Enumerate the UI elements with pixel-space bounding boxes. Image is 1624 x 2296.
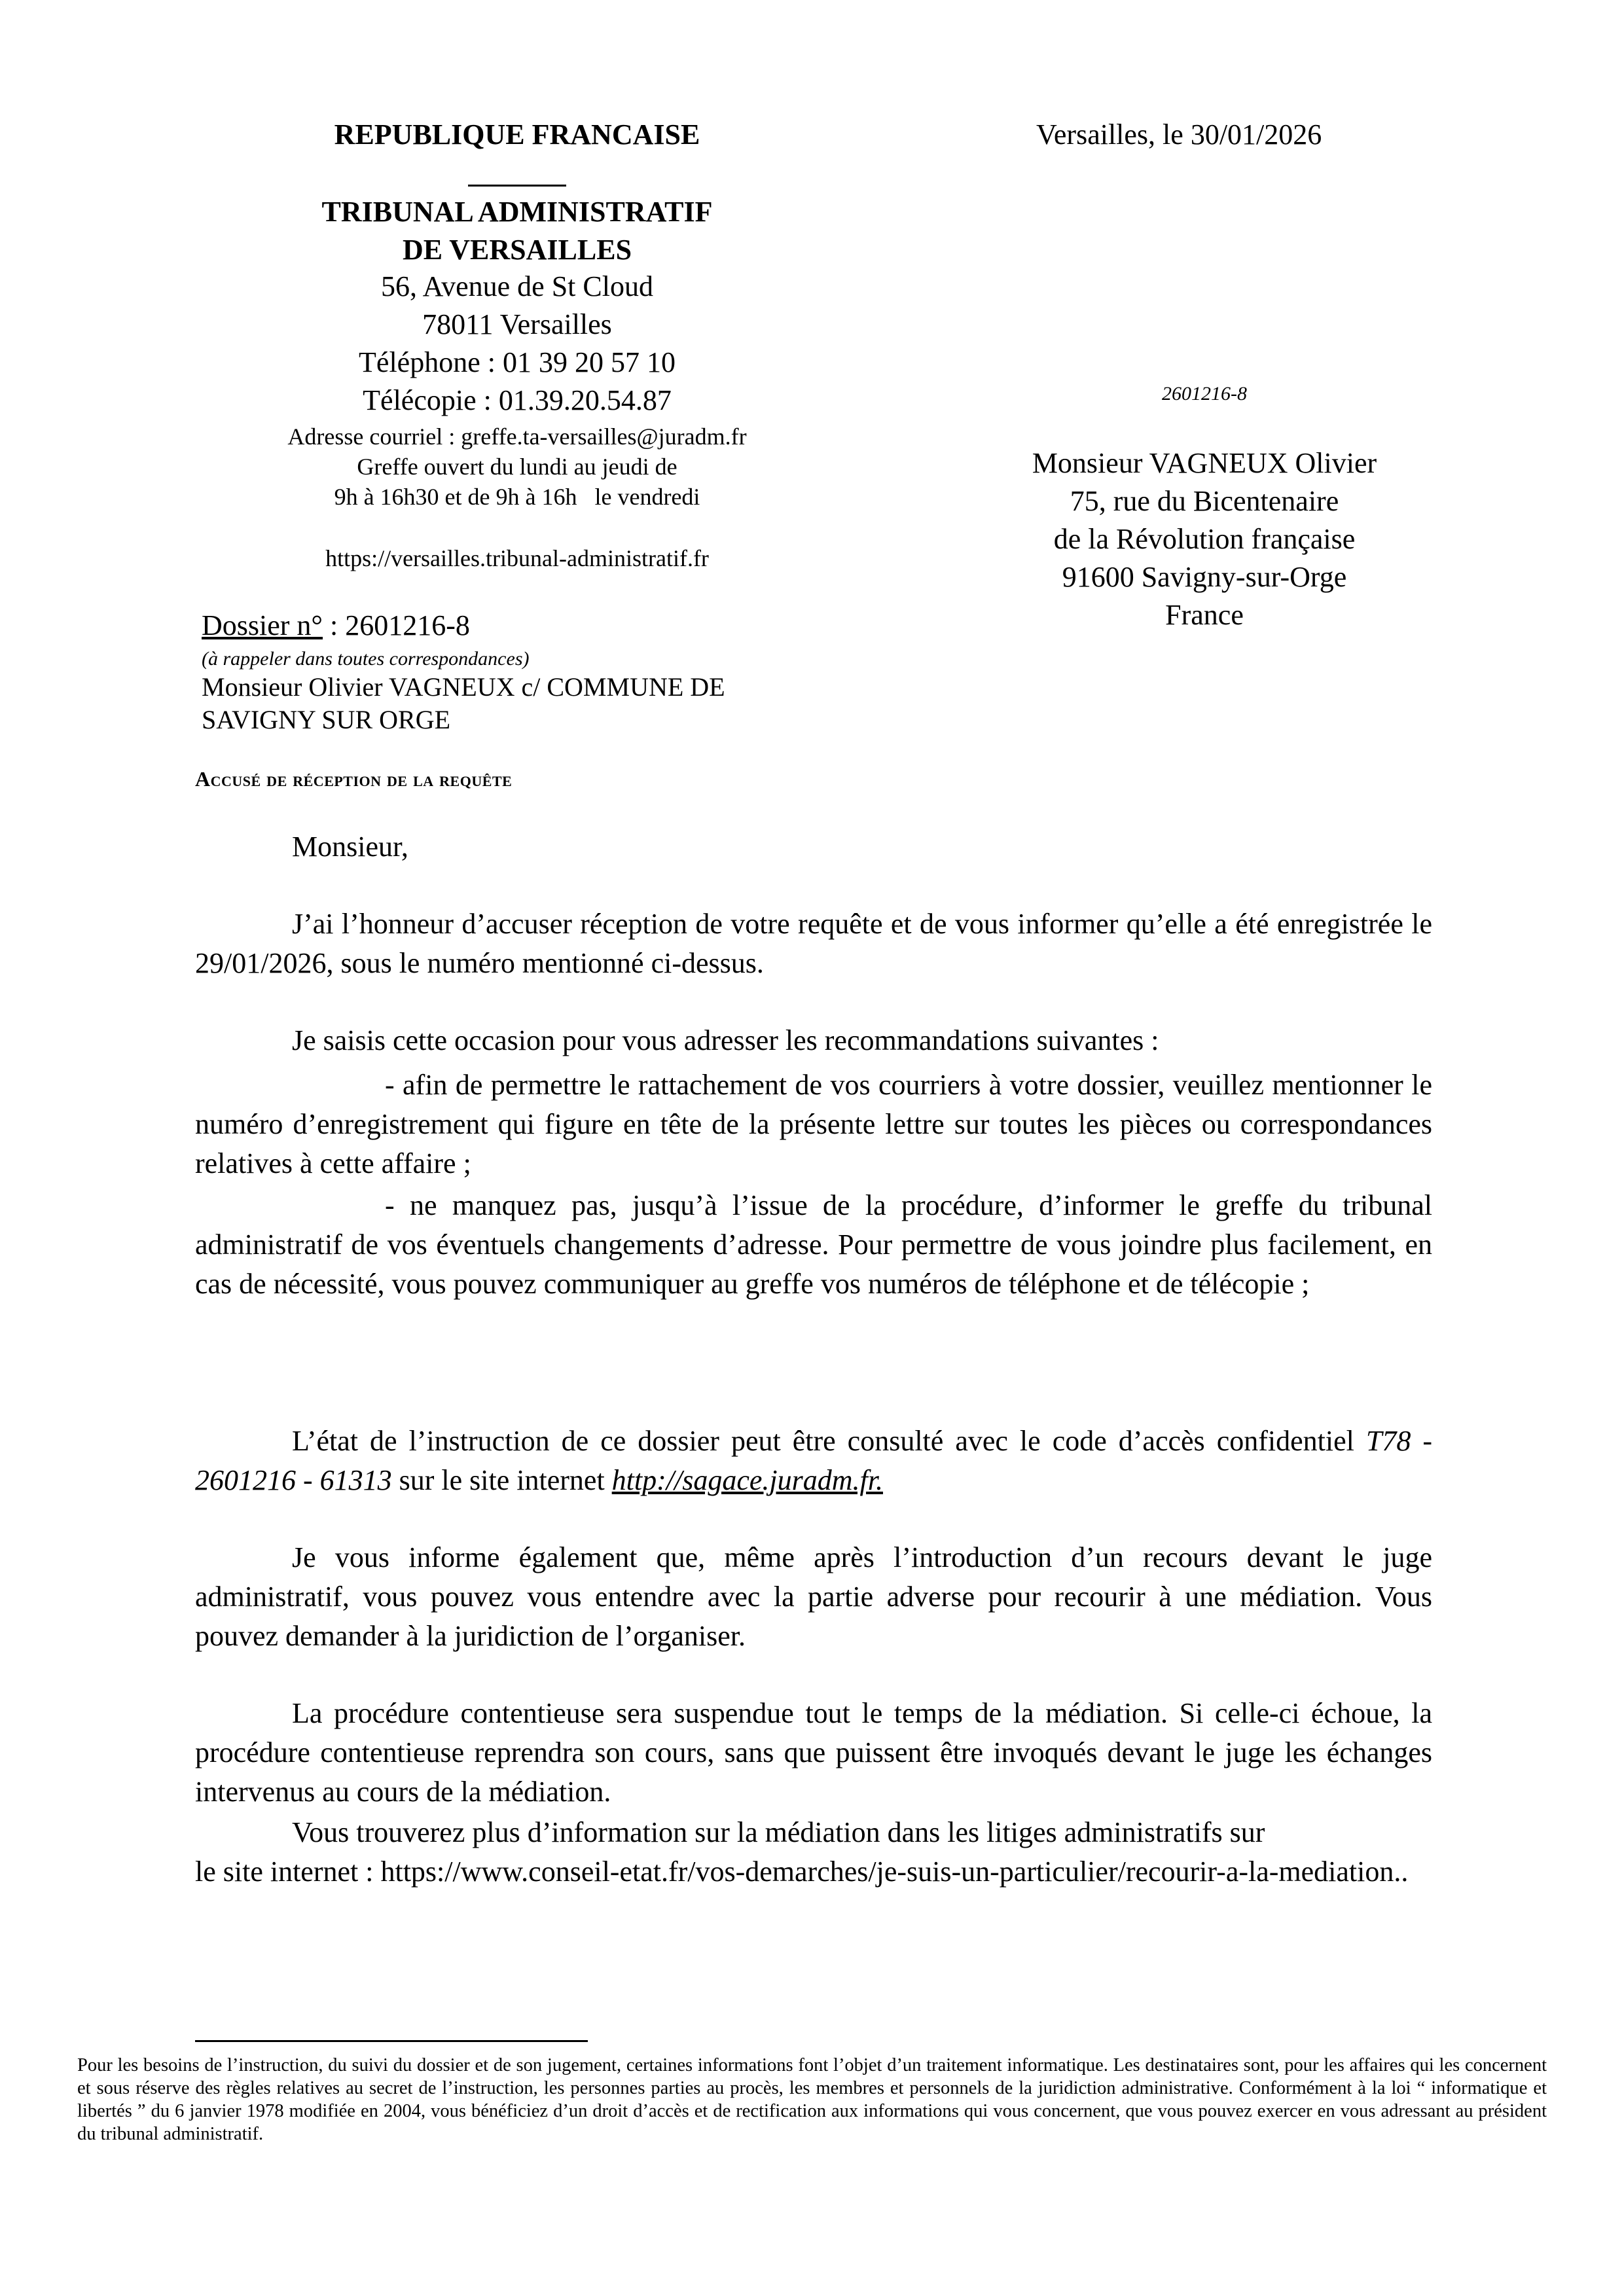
dossier-value: : 2601216-8 — [323, 609, 470, 641]
header-divider — [468, 185, 566, 187]
access-code: T78 - 2601216 - 61313 — [195, 1425, 1433, 1496]
dossier-number — [202, 609, 470, 642]
access-code-site-text: sur le site internet — [391, 1464, 612, 1496]
sagace-link[interactable]: http://sagace.juradm.fr. — [611, 1464, 883, 1496]
recipient-street1: 75, rue du Bicentenaire — [1070, 485, 1339, 517]
paragraph-recommendations-intro: Je saisis cette occasion pour vous adresser les recommandations suivantes : — [292, 1024, 1159, 1056]
paragraph-mediation-link — [195, 1813, 1432, 1892]
access-code-intro: L’état de l’instruction de ce dossier peut être consulté avec le code d’accès confidentiel — [292, 1425, 1366, 1457]
case-title-line1: Monsieur Olivier VAGNEUX c/ COMMUNE DE — [202, 672, 725, 702]
privacy-footnote: Pour les besoins de l’instruction, du suivi du dossier et de son jugement, certaines informations font l’objet d’un traitement informatique. Les destinataires sont, pour les affaires qui les concernent et sous réserve des règles relatives au secret de l’instruction, les personnes parties au procès, les membres et personnels de la juridiction administrative. Conformément à la loi “ informatique et libertés ” du 6 janvier 1978 modifiée en 2004, vous bénéficiez d’un droit d’accès et de rectification aux informations qui vous concernent, que vous pouvez exercer en vous adressant au président du tribunal administratif. — [77, 2055, 1547, 2144]
salutation: Monsieur, — [292, 831, 408, 863]
court-fax: Télécopie : 01.39.20.54.87 — [363, 384, 672, 416]
letter-subject: Accusé de réception de la requête — [195, 767, 513, 791]
paragraph-access-code — [195, 1422, 1432, 1500]
mediation-link-intro: Vous trouverez plus d’information sur la médiation dans les litiges administratifs sur — [292, 1816, 1265, 1848]
court-name-line1: TRIBUNAL ADMINISTRATIF — [321, 196, 713, 228]
recommendation-item-2: - ne manquez pas, jusqu’à l’issue de la procédure, d’informer le greffe du tribunal administratif de vos éventuels changements d’adresse. Pour permettre de vous joindre plus facilement, en cas de nécessité, vous pouvez communiquer au greffe vos numéros de téléphone et de télécopie ; — [195, 1189, 1432, 1300]
recommendation-item-1: - afin de permettre le rattachement de vos courriers à votre dossier, veuillez mentionner le numéro d’enregistrement qui figure en tête de la présente lettre sur toutes les pièces ou correspondances relatives à cette affaire ; — [195, 1069, 1432, 1179]
recipient-country: France — [1165, 599, 1244, 631]
recipient-reference: 2601216-8 — [1162, 383, 1247, 404]
court-address-line2: 78011 Versailles — [422, 308, 612, 340]
dossier-label: Dossier n° — [202, 609, 323, 641]
mediation-link-url[interactable]: le site internet : https://www.conseil-etat.fr/vos-demarches/je-suis-un-particulier/recourir-a-la-mediation.. — [195, 1856, 1409, 1888]
paragraph-mediation-suspension: La procédure contentieuse sera suspendue tout le temps de la médiation. Si celle-ci échoue, la procédure contentieuse reprendra son cours, sans que puissent être invoqués devant le juge les échanges intervenus au cours de la médiation. — [195, 1697, 1432, 1808]
court-address-line1: 56, Avenue de St Cloud — [381, 270, 653, 302]
recipient-street2: de la Révolution française — [1053, 523, 1356, 555]
recipient-city: 91600 Savigny-sur-Orge — [1062, 561, 1347, 593]
court-hours-line2: 9h à 16h30 et de 9h à 16h le vendredi — [334, 484, 700, 510]
footnote-divider — [195, 2040, 588, 2042]
case-title-line2: SAVIGNY SUR ORGE — [202, 705, 451, 734]
republic-heading: REPUBLIQUE FRANCAISE — [334, 118, 700, 151]
dossier-note: (à rappeler dans toutes correspondances) — [202, 648, 530, 670]
recipient-name: Monsieur VAGNEUX Olivier — [1032, 447, 1377, 479]
court-phone: Téléphone : 01 39 20 57 10 — [359, 346, 676, 378]
court-name-line2: DE VERSAILLES — [402, 234, 632, 266]
court-website: https://versailles.tribunal-administratif.fr — [325, 545, 709, 571]
place-date: Versailles, le 30/01/2026 — [1036, 118, 1322, 151]
court-hours-line1: Greffe ouvert du lundi au jeudi de — [357, 454, 677, 480]
paragraph-mediation-info: Je vous informe également que, même après l’introduction d’un recours devant le juge administratif, vous pouvez vous entendre avec la partie adverse pour recourir à une médiation. Vous pouvez demander à la juridiction de l’organiser. — [195, 1541, 1432, 1652]
paragraph-acknowledgement: J’ai l’honneur d’accuser réception de votre requête et de vous informer qu’elle a été enregistrée le 29/01/2026, sous le numéro mentionné ci-dessus. — [195, 908, 1432, 979]
court-email: Adresse courriel : greffe.ta-versailles@juradm.fr — [287, 423, 747, 450]
